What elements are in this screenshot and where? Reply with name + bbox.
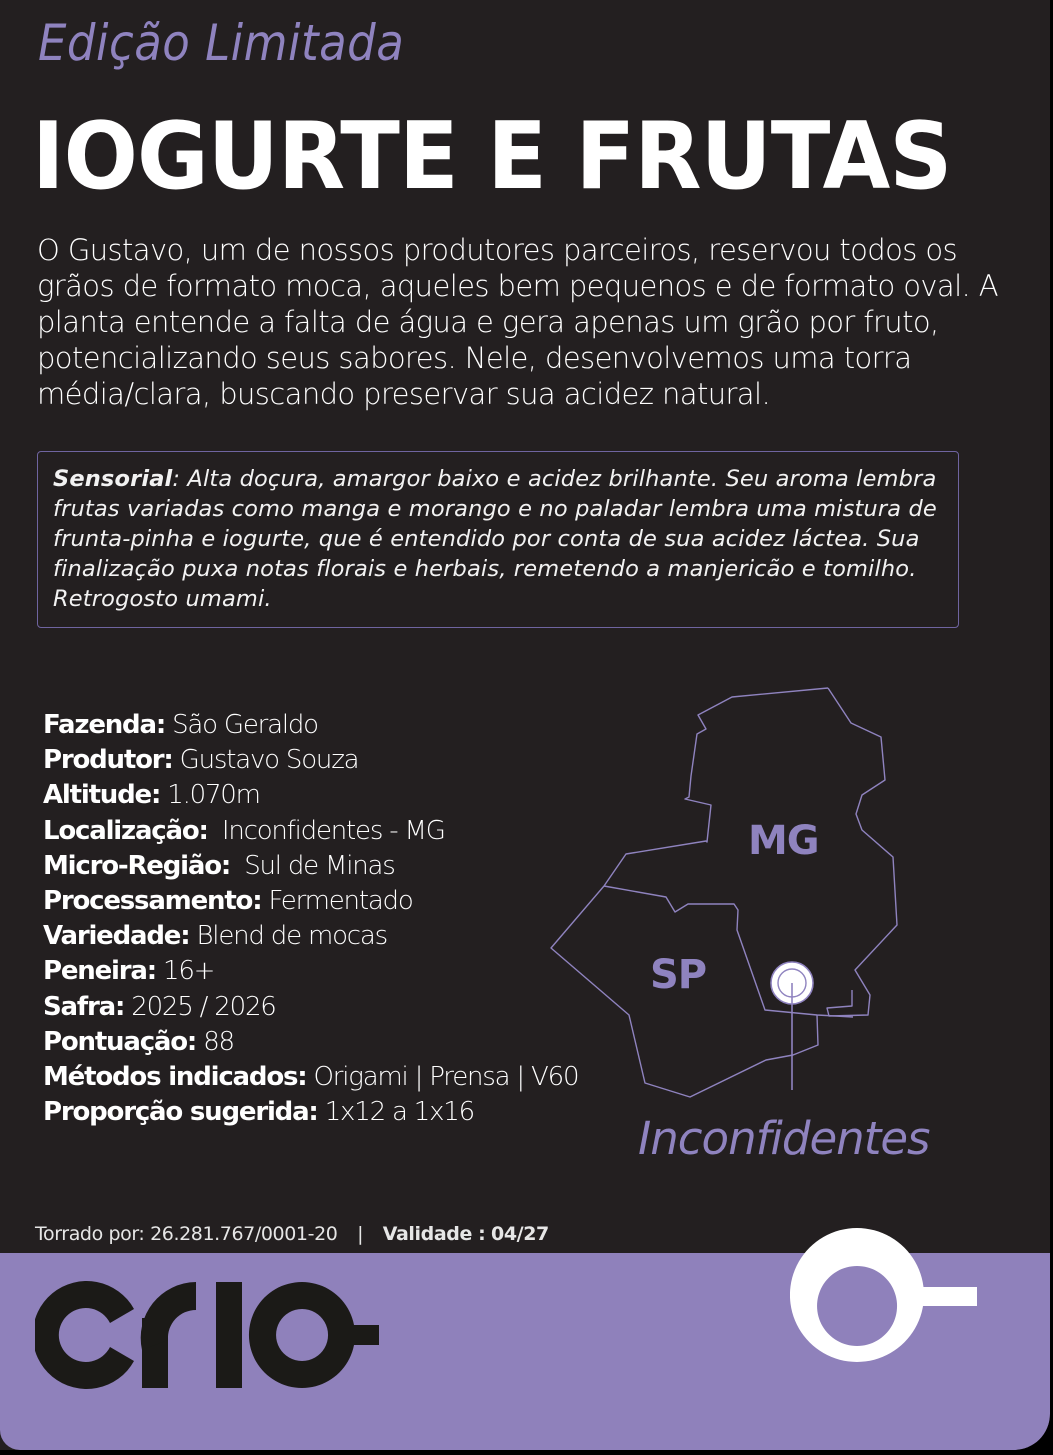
intro-paragraph: O Gustavo, um de nossos produtores parceiros, reservou todos os grãos de formato moca, aqueles bem pequenos e de formato oval. A planta entende a falta de água e gera apenas um grão por fruto, potencializando seus sabores. Nele, desenvolvemos uma torra média/clara, buscando preservar sua acidez natural. bbox=[37, 233, 999, 411]
spec-value: São Geraldo bbox=[165, 710, 318, 740]
spec-value: Origami | Prensa | V60 bbox=[306, 1062, 579, 1093]
roasted-by-value: 26.281.767/0001-20 bbox=[150, 1223, 338, 1245]
spec-key: Safra: bbox=[43, 991, 125, 1022]
spec-value: Gustavo Souza bbox=[172, 745, 359, 776]
sensorial-label: Sensorial bbox=[53, 466, 173, 492]
crio-logo bbox=[35, 1280, 380, 1390]
state-label-sp: SP bbox=[650, 952, 707, 998]
spec-key: Processamento: bbox=[43, 886, 262, 917]
spec-altitude bbox=[43, 778, 578, 813]
location-pin-icon bbox=[771, 962, 813, 1090]
spec-micro-regiao bbox=[43, 849, 578, 884]
spec-value: 1x12 a 1x16 bbox=[317, 1097, 474, 1128]
spec-value: 16+ bbox=[155, 956, 215, 987]
spec-key: Métodos indicados: bbox=[43, 1062, 307, 1093]
spec-key: Produtor: bbox=[43, 745, 173, 776]
roasted-by-label: Torrado por: bbox=[35, 1223, 145, 1245]
state-border bbox=[604, 886, 853, 1017]
spec-key: Fazenda: bbox=[43, 710, 166, 740]
spec-value: Blend de mocas bbox=[189, 921, 387, 952]
spec-value: 2025 / 2026 bbox=[124, 991, 276, 1022]
spec-variedade bbox=[43, 919, 578, 954]
product-title: IOGURTE E FRUTAS bbox=[32, 102, 952, 210]
validity-value: 04/27 bbox=[491, 1223, 549, 1245]
spec-key: Proporção sugerida: bbox=[43, 1097, 318, 1128]
separator: | bbox=[357, 1223, 364, 1245]
validity-label: Validade : bbox=[382, 1223, 486, 1245]
spec-key: Localização: bbox=[43, 815, 208, 846]
sensorial-text: : Alta doçura, amargor baixo e acidez brilhante. Seu aroma lembra frutas variadas como manga e morango e no paladar lembra uma mistura de frunta-pinha e iogurte, que é entendido por conta de sua acidez láctea. Sua finalização puxa notas florais e herbais, remetendo a manjericão e tomilho. Retrogosto umami. bbox=[53, 466, 937, 612]
spec-safra bbox=[43, 990, 578, 1025]
spec-value: 1.070m bbox=[160, 780, 260, 811]
spec-proporcao bbox=[43, 1095, 578, 1130]
spec-value: 88 bbox=[196, 1026, 234, 1057]
spec-key: Pontuação: bbox=[43, 1026, 197, 1057]
spec-produtor bbox=[43, 743, 578, 778]
spec-processamento bbox=[43, 884, 578, 919]
roaster-info bbox=[35, 1223, 549, 1245]
crio-badge-icon bbox=[790, 1228, 980, 1378]
spec-key: Peneira: bbox=[43, 956, 156, 987]
spec-key: Micro-Região: bbox=[43, 850, 231, 881]
spec-value: Fermentado bbox=[261, 886, 413, 917]
specs-list bbox=[43, 708, 578, 1130]
spec-peneira bbox=[43, 954, 578, 989]
spec-metodos bbox=[43, 1060, 578, 1095]
sensorial-box bbox=[37, 451, 959, 628]
spec-pontuacao bbox=[43, 1025, 578, 1060]
mg-state-outline bbox=[827, 688, 897, 1016]
state-label-mg: MG bbox=[748, 818, 819, 864]
city-name: Inconfidentes bbox=[638, 1112, 930, 1165]
spec-value: Inconfidentes - MG bbox=[207, 815, 445, 846]
region-map bbox=[540, 680, 900, 1110]
spec-key: Altitude: bbox=[43, 780, 161, 811]
edition-subtitle: Edição Limitada bbox=[38, 14, 405, 72]
spec-localizacao bbox=[43, 814, 578, 849]
spec-fazenda bbox=[43, 708, 578, 743]
spec-key: Variedade: bbox=[43, 921, 190, 952]
spec-value: Sul de Minas bbox=[230, 850, 395, 881]
